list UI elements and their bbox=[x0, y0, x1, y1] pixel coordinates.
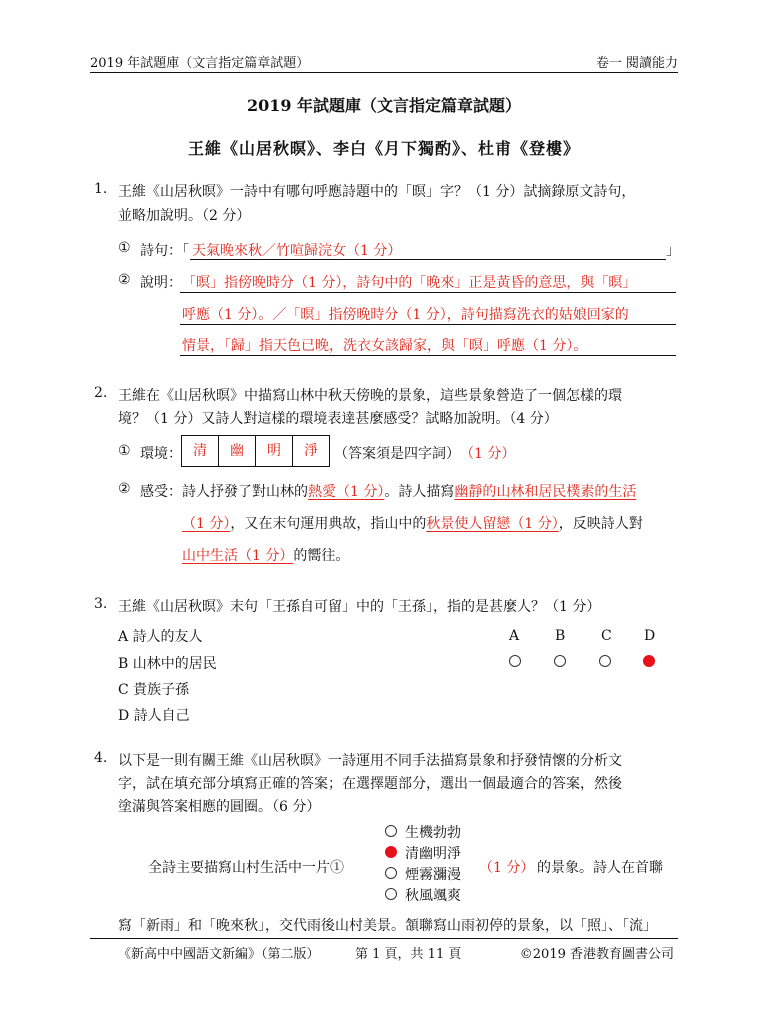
q4-last-line: 寫「新雨」和「晚來秋」，交代雨後山村美景。頷聯寫山雨初停的景象，以「照」、「流」 bbox=[118, 918, 657, 934]
q2-part1-marker: ① bbox=[118, 443, 131, 459]
header-left: 2019 年試題庫（文言指定篇章試題） bbox=[90, 56, 310, 71]
header-right: 卷一 閱讀能力 bbox=[595, 56, 678, 71]
q4-line1: 以下是一則有關王維《山居秋暝》一詩運用不同手法描寫景象和抒發情懷的分析文 bbox=[118, 753, 622, 769]
q2-part2-line1 bbox=[140, 481, 636, 501]
q4-number: 4. bbox=[94, 750, 108, 766]
option-a: A 詩人的友人 bbox=[118, 629, 203, 645]
q4-lead: 全詩主要描寫山村生活中一片① bbox=[148, 860, 344, 876]
footer-right: ©2019 香港教育圖書公司 bbox=[519, 947, 674, 962]
footer-center: 第 1 頁，共 11 頁 bbox=[355, 947, 462, 962]
q4-line2: 字，試在填充部分填寫正確的答案；在選擇題部分，選出一個最適合的答案，然後 bbox=[118, 776, 622, 792]
option-c: C 貴族子孫 bbox=[118, 682, 190, 698]
option-d: D 詩人自己 bbox=[118, 708, 190, 724]
answer-cell: 淨 bbox=[304, 443, 318, 459]
q2-l3-a: 山中生活（1 分） bbox=[182, 548, 294, 564]
q2-part2-marker: ② bbox=[118, 481, 131, 497]
q2-line2: 境？（1 分）又詩人對這樣的環境表達甚麼感受？試略加說明。（4 分） bbox=[118, 411, 558, 427]
q1-part1-answer: 天氣晚來秋／竹喧歸浣女（1 分） bbox=[192, 243, 402, 259]
choice-label-3: 煙霧瀰漫 bbox=[405, 867, 461, 883]
q2-l2-b: ，又在末句運用典故，指山中的 bbox=[230, 516, 427, 532]
answer-bubble-b[interactable] bbox=[554, 655, 566, 667]
answer-cell: 清 bbox=[182, 436, 219, 466]
q1-line1: 王維《山居秋暝》一詩中有哪句呼應詩題中的「暝」字？（1 分）試摘錄原文詩句， bbox=[118, 184, 636, 200]
choice-bubble-3[interactable] bbox=[385, 867, 397, 879]
q1-part2-line1: 「暝」指傍晚時分（1 分），詩句中的「晚來」正是黃昏的意思，與「暝」 bbox=[182, 275, 637, 291]
q2-l1-b: 熱愛（1 分） bbox=[308, 484, 385, 500]
q2-part2-line2 bbox=[182, 513, 643, 533]
choice-bubble-4[interactable] bbox=[385, 888, 397, 900]
q1-answer-line-2 bbox=[180, 292, 676, 293]
environment-answer-boxes bbox=[181, 435, 330, 467]
answer-bubble-a[interactable] bbox=[509, 655, 521, 667]
answer-letter-d: D bbox=[644, 628, 656, 644]
q1-line2: 並略加說明。（2 分） bbox=[118, 208, 251, 224]
q1-answer-line-3 bbox=[180, 324, 676, 325]
header-rule bbox=[90, 72, 678, 73]
q2-l2-c: 秋景使人留戀（1 分） bbox=[426, 516, 559, 532]
q3-number: 3. bbox=[94, 596, 108, 612]
q2-line1: 王維在《山居秋暝》中描寫山林中秋天傍晚的景象，這些景象營造了一個怎樣的環 bbox=[118, 388, 622, 404]
q1-answer-line-1 bbox=[190, 259, 666, 260]
q2-part1-label: 環境： bbox=[140, 446, 182, 462]
q1-part2-label: 說明： bbox=[140, 275, 182, 291]
q4-score: （1 分） bbox=[479, 860, 535, 876]
choice-label-4: 秋風颯爽 bbox=[405, 888, 461, 904]
choice-label-1: 生機勃勃 bbox=[405, 825, 461, 841]
q2-l1-a: 感受：詩人抒發了對山林的 bbox=[140, 484, 308, 500]
q3-stem: 王維《山居秋暝》末句「王孫自可留」中的「王孫」，指的是甚麼人？（1 分） bbox=[118, 599, 601, 615]
answer-cell: 幽 bbox=[219, 436, 256, 466]
q2-part1-score: （1 分） bbox=[460, 446, 516, 462]
answer-cell: 明 bbox=[256, 436, 293, 466]
choice-bubble-2[interactable] bbox=[385, 846, 397, 858]
footer-left: 《新高中中國語文新編》（第二版） bbox=[118, 947, 320, 962]
q1-part1-label: 詩句：「 bbox=[140, 243, 189, 259]
q1-part1-marker: ① bbox=[118, 240, 131, 256]
q2-l1-d: 幽靜的山林和居民樸素的生活 bbox=[454, 484, 637, 500]
q2-part2-line3 bbox=[182, 545, 349, 565]
footer-rule bbox=[90, 938, 678, 939]
choice-bubble-1[interactable] bbox=[385, 825, 397, 837]
q2-l3-b: 的嚮往。 bbox=[293, 548, 350, 564]
answer-letter-b: B bbox=[555, 628, 566, 644]
q2-l1-c: 。詩人描寫 bbox=[384, 484, 455, 500]
page-title: 2019 年試題庫（文言指定篇章試題） bbox=[246, 96, 522, 115]
choice-label-2: 清幽明淨 bbox=[405, 846, 461, 862]
option-b: B 山林中的居民 bbox=[118, 656, 217, 672]
q1-part2-line3: 情景，「歸」指天色已晚，洗衣女該歸家，與「暝」呼應（1 分）。 bbox=[182, 338, 588, 354]
answer-bubble-d[interactable] bbox=[643, 655, 655, 667]
q4-tail: 的景象。詩人在首聯 bbox=[537, 860, 663, 876]
q1-number: 1. bbox=[94, 181, 108, 197]
answer-letter-c: C bbox=[601, 628, 612, 644]
answer-letter-a: A bbox=[509, 628, 520, 644]
q4-line3: 塗滿與答案相應的圓圈。（6 分） bbox=[118, 799, 321, 815]
q2-l2-d: ，反映詩人對 bbox=[558, 516, 643, 532]
q1-part1-close: 」 bbox=[666, 243, 680, 259]
q1-part2-line2: 呼應（1 分）。／「暝」指傍晚時分（1 分），詩句描寫洗衣的姑娘回家的 bbox=[182, 307, 629, 323]
answer-bubble-c[interactable] bbox=[599, 655, 611, 667]
q2-part1-note: （答案須是四字詞） bbox=[334, 446, 460, 462]
page-subtitle: 王維《山居秋暝》、李白《月下獨酌》、杜甫《登樓》 bbox=[187, 139, 580, 158]
q2-l2-a: （1 分） bbox=[182, 516, 231, 532]
q2-number: 2. bbox=[94, 385, 108, 401]
q1-answer-line-4 bbox=[180, 355, 676, 356]
q1-part2-marker: ② bbox=[118, 272, 131, 288]
